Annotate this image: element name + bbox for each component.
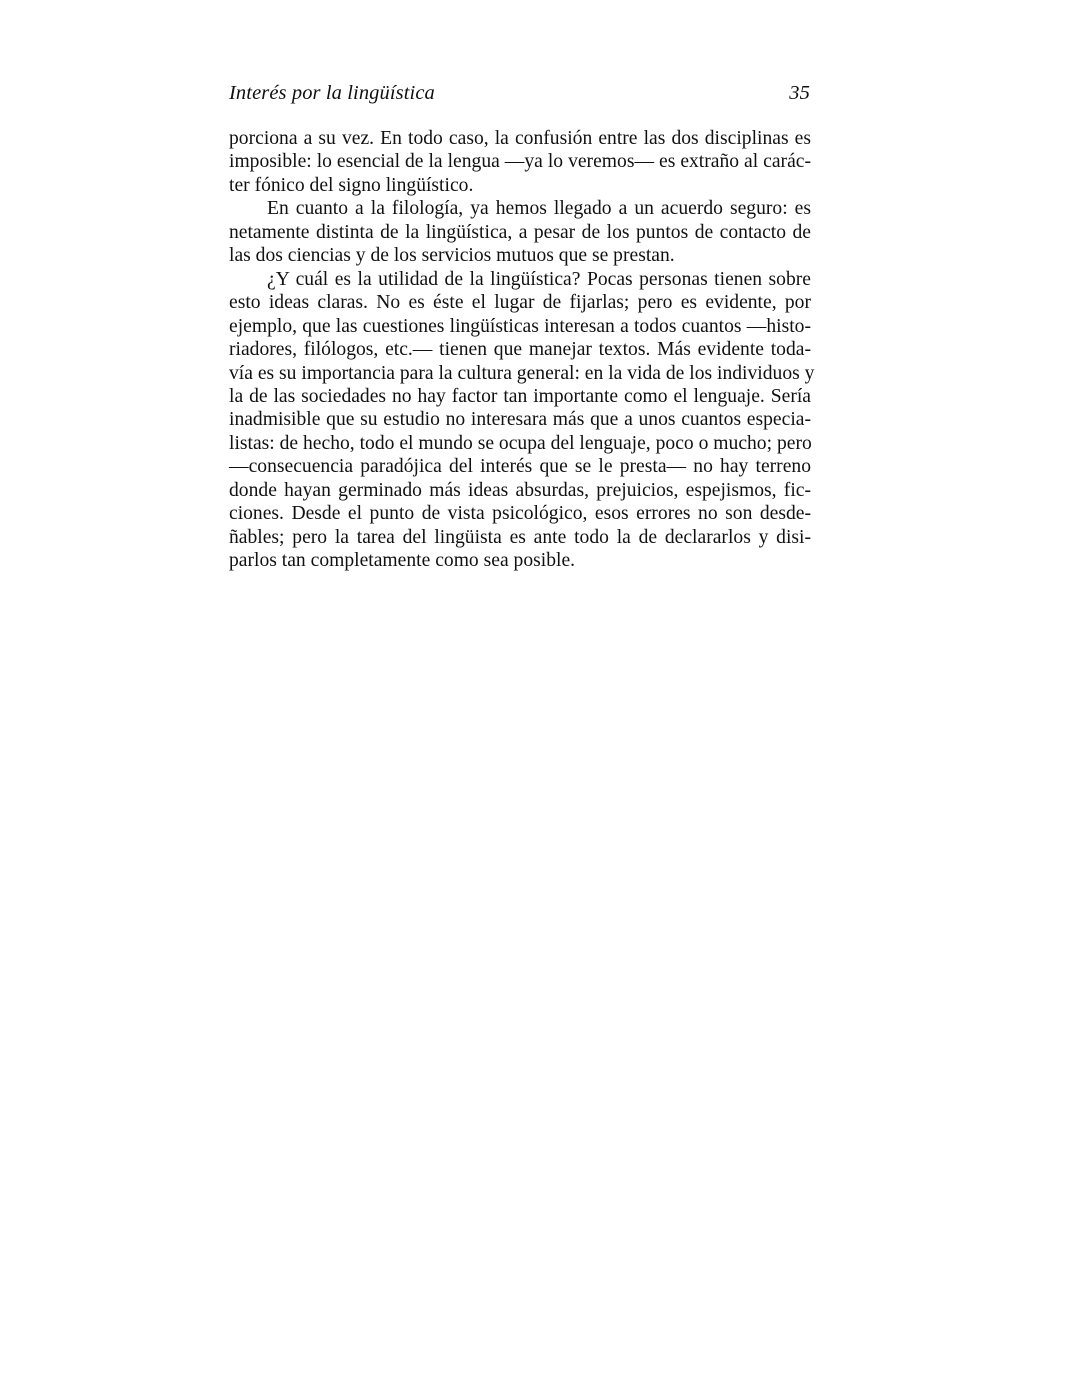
text-line: —consecuencia paradójica del interés que se le presta— no hay terreno <box>229 456 811 478</box>
text-line: porciona a su vez. En todo caso, la confusión entre las dos disciplinas es <box>229 128 811 149</box>
text-line: las dos ciencias y de los servicios mutuos que se prestan. <box>229 245 675 267</box>
running-head <box>229 80 810 106</box>
text-line: ter fónico del signo lingüístico. <box>229 174 474 196</box>
text-line: donde hayan germinado más ideas absurdas, prejuicios, espejismos, fic- <box>229 479 811 501</box>
text-line: esto ideas claras. No es éste el lugar de fijarlas; pero es evidente, por <box>229 292 811 314</box>
text-line: En cuanto a la filología, ya hemos llegado a un acuerdo seguro: es <box>267 198 811 220</box>
text-line: netamente distinta de la lingüística, a pesar de los puntos de contacto de <box>229 221 811 243</box>
paragraph <box>229 197 811 267</box>
text-line: ¿Y cuál es la utilidad de la lingüística? Pocas personas tienen sobre <box>267 268 811 290</box>
paragraph <box>229 127 811 197</box>
text-line: inadmisible que su estudio no interesara más que a unos cuantos especia- <box>229 409 811 431</box>
text-line: riadores, filólogos, etc.— tienen que manejar textos. Más evidente toda- <box>229 339 811 361</box>
text-line: la de las sociedades no hay factor tan importante como el lenguaje. Sería <box>229 385 811 407</box>
running-head-title: Interés por la lingüística <box>229 82 435 104</box>
text-line: ñables; pero la tarea del lingüista es ante todo la de declararlos y disi- <box>229 526 811 548</box>
text-line: vía es su importancia para la cultura general: en la vida de los individuos y <box>229 362 815 384</box>
body-text-block <box>229 127 815 573</box>
page-number: 35 <box>789 82 810 104</box>
paragraph <box>229 268 815 573</box>
text-line: ciones. Desde el punto de vista psicológico, esos errores no son desde- <box>229 503 811 525</box>
text-line: imposible: lo esencial de la lengua —ya lo veremos— es extraño al carác- <box>229 151 811 173</box>
text-line: listas: de hecho, todo el mundo se ocupa del lenguaje, poco o mucho; pero <box>229 432 812 454</box>
text-line: parlos tan completamente como sea posible. <box>229 550 576 572</box>
text-line: ejemplo, que las cuestiones lingüísticas interesan a todos cuantos —histo- <box>229 315 811 337</box>
